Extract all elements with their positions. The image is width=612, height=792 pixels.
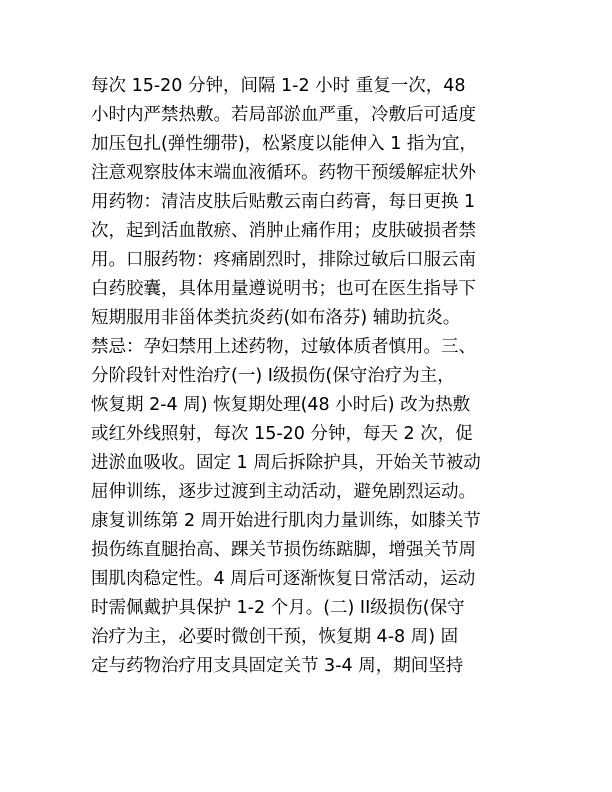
text-line: 白药胶囊，具体用量遵说明书；也可在医生指导下 (91, 279, 476, 299)
text-line: 定与药物治疗用支具固定关节 3-4 周，期间坚持 (91, 656, 464, 676)
text-line: 次，起到活血散瘀、消肿止痛作用；皮肤破损者禁 (91, 221, 476, 241)
text-line: 禁忌：孕妇禁用上述药物，过敏体质者慎用。三、 (91, 337, 476, 357)
text-line: 用。口服药物：疼痛剧烈时，排除过敏后口服云南 (91, 250, 476, 270)
text-line: 康复训练第 2 周开始进行肌肉力量训练，如膝关节 (91, 511, 481, 531)
text-line: 围肌肉稳定性。4 周后可逐渐恢复日常活动，运动 (91, 569, 476, 589)
text-line: 短期服用非甾体类抗炎药(如布洛芬) 辅助抗炎。 (91, 308, 461, 328)
text-line: 每次 15-20 分钟，间隔 1-2 小时 重复一次，48 (91, 76, 466, 96)
text-line: 注意观察肢体末端血液循环。药物干预缓解症状外 (91, 163, 476, 183)
text-line: 进淤血吸收。固定 1 周后拆除护具，开始关节被动 (91, 453, 481, 473)
text-line: 恢复期 2-4 周) 恢复期处理(48 小时后) 改为热敷 (91, 395, 471, 415)
text-line: 治疗为主，必要时微创干预，恢复期 4-8 周) 固 (91, 627, 459, 647)
text-line: 加压包扎(弹性绷带)，松紧度以能伸入 1 指为宜， (91, 134, 477, 154)
text-line: 损伤练直腿抬高、踝关节损伤练踮脚，增强关节周 (91, 540, 476, 560)
text-line: 小时内严禁热敷。若局部淤血严重，冷敷后可适度 (91, 105, 476, 125)
text-line: 屈伸训练，逐步过渡到主动活动，避免剧烈运动。 (91, 482, 476, 502)
text-line: 分阶段针对性治疗(一) I级损伤(保守治疗为主， (91, 366, 455, 386)
text-line: 或红外线照射，每次 15-20 分钟，每天 2 次，促 (91, 424, 473, 444)
text-line: 用药物：清洁皮肤后贴敷云南白药膏，每日更换 1 (91, 192, 476, 212)
text-line: 时需佩戴护具保护 1-2 个月。(二) II级损伤(保守 (91, 598, 465, 618)
